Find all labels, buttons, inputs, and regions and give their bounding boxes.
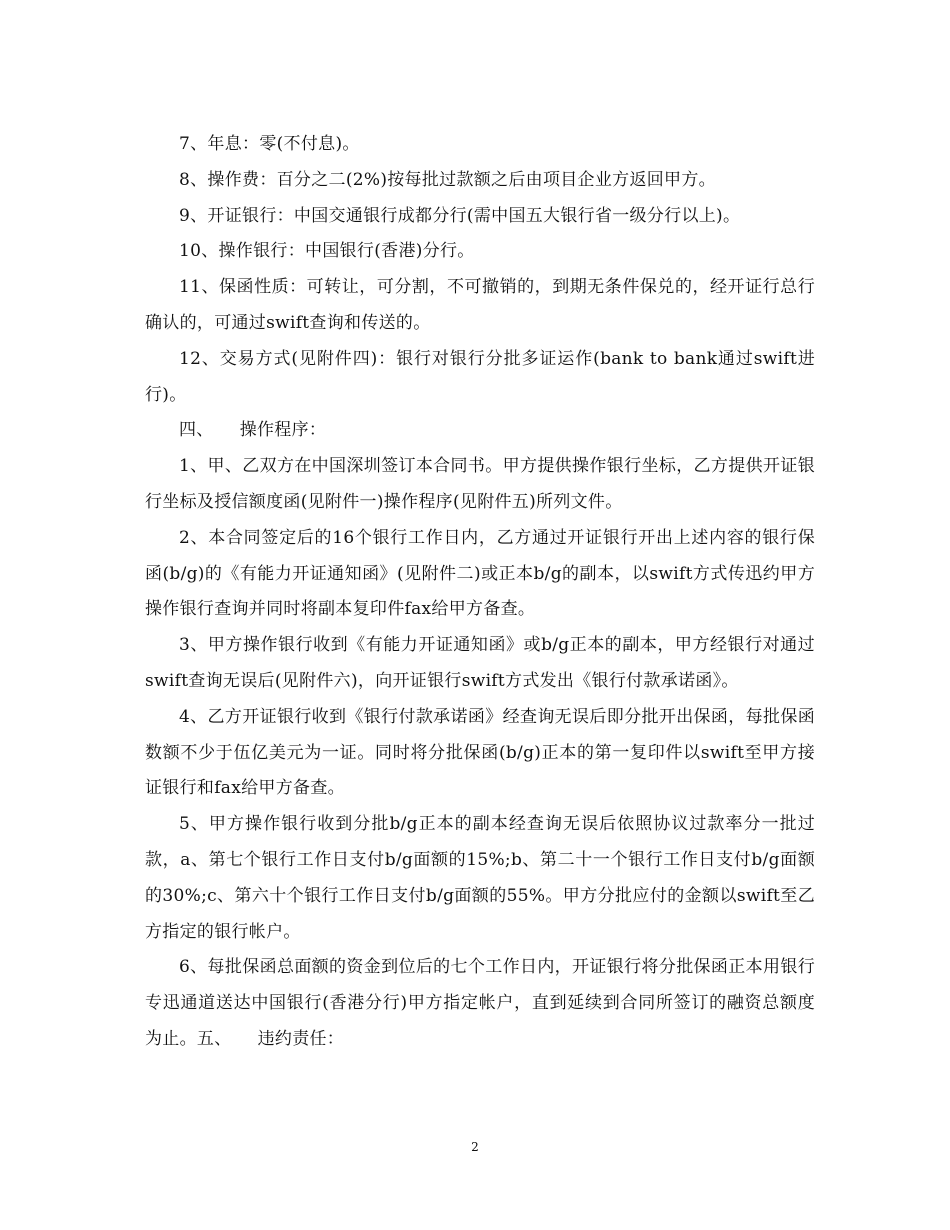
clause-10-operating-bank: 10、操作银行：中国银行(香港)分行。: [179, 241, 475, 262]
page-number: 2: [471, 1140, 479, 1154]
contract-body: [145, 127, 815, 1058]
clause-9-issuing-bank: 9、开证银行：中国交通银行成都分行(需中国五大银行省一级分行以上)。: [179, 205, 741, 226]
clause-7-annual-interest: 7、年息：零(不付息)。: [179, 134, 360, 154]
procedure-step-5: 5、甲方操作银行收到分批b/g正本的副本经查询无误后依照协议过款率分一批过款，a、第七个银行工作日支付b/g面额的15%;b、第二十一个银行工作日支付b/g面额的30%;c、第六十个银行工作日支付b/g面额的55%。甲方分批应付的金额以swift至乙方指定的银行帐户。: [145, 814, 815, 942]
section-heading-operating-procedure: 四、 操作程序：: [179, 420, 327, 441]
clause-12-transaction-method: 12、交易方式(见附件四)：银行对银行分批多证运作(bank to bank通过swift进行)。: [145, 348, 815, 405]
procedure-step-4: 4、乙方开证银行收到《银行付款承诺函》经查询无误后即分批开出保函，每批保函数额不少于伍亿美元为一证。同时将分批保函(b/g)正本的第一复印件以swift至甲方接证银行和fax给甲方备查。: [145, 706, 815, 799]
clause-8-operation-fee: 8、操作费：百分之二(2%)按每批过款额之后由项目企业方返回甲方。: [179, 169, 716, 190]
procedure-step-6: 6、每批保函总面额的资金到位后的七个工作日内，开证银行将分批保函正本用银行专迅通道送达中国银行(香港分行)甲方指定帐户，直到延续到合同所签订的融资总额度为止。五、 违约责任：: [145, 957, 815, 1049]
procedure-step-3: 3、甲方操作银行收到《有能力开证通知函》或b/g正本的副本，甲方经银行对通过swift查询无误后(见附件六)，向开证银行swift方式发出《银行付款承诺函》。: [145, 635, 815, 691]
clause-11-guarantee-nature: 11、保函性质：可转让，可分割，不可撤销的，到期无条件保兑的，经开证行总行确认的，可通过swift查询和传送的。: [145, 277, 815, 333]
procedure-step-2: 2、本合同签定后的16个银行工作日内，乙方通过开证银行开出上述内容的银行保函(b/g)的《有能力开证通知函》(见附件二)或正本b/g的副本，以swift方式传迅约甲方操作银行查询并同时将副本复印件fax给甲方备查。: [145, 527, 815, 620]
procedure-step-1: 1、甲、乙双方在中国深圳签订本合同书。甲方提供操作银行坐标，乙方提供开证银行坐标及授信额度函(见附件一)操作程序(见附件五)所列文件。: [145, 456, 815, 512]
